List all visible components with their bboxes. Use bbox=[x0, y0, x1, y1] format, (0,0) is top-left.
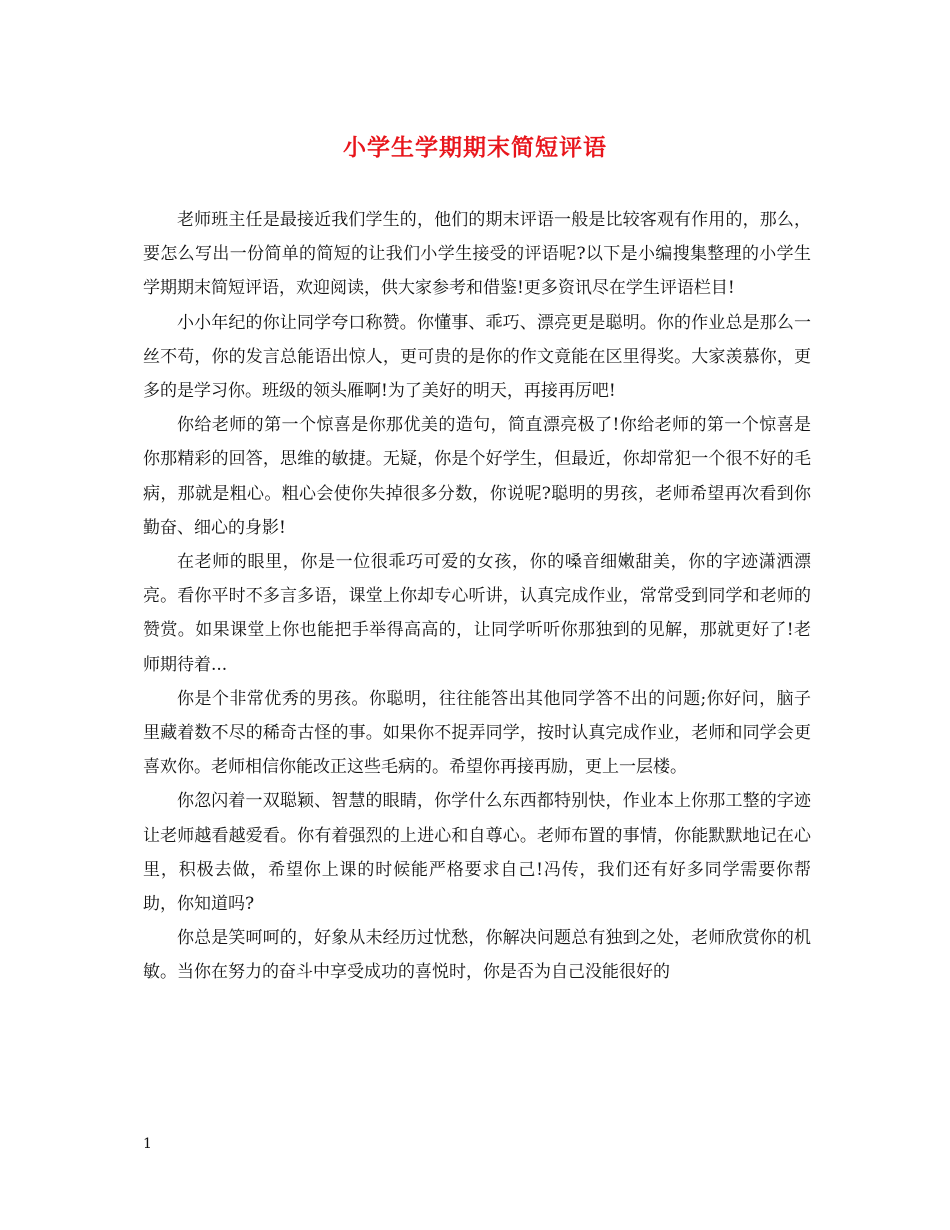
document-body bbox=[143, 203, 811, 990]
paragraph-comment-6: 你总是笑呵呵的，好象从未经历过忧愁，你解决问题总有独到之处，老师欣赏你的机敏。当你在努力的奋斗中享受成功的喜悦时，你是否为自己没能很好的 bbox=[143, 928, 811, 983]
paragraph-comment-4: 你是个非常优秀的男孩。你聪明，往往能答出其他同学答不出的问题;你好问，脑子里藏着数不尽的稀奇古怪的事。如果你不捉弄同学，按时认真完成作业，老师和同学会更喜欢你。老师相信你能改正这些毛病的。希望你再接再励，更上一层楼。 bbox=[143, 688, 811, 778]
paragraph-comment-2: 你给老师的第一个惊喜是你那优美的造句，简直漂亮极了!你给老师的第一个惊喜是你那精彩的回答，思维的敏捷。无疑，你是个好学生，但最近，你却常犯一个很不好的毛病，那就是粗心。粗心会使你失掉很多分数，你说呢?聪明的男孩，老师希望再次看到你勤奋、细心的身影! bbox=[143, 415, 811, 538]
paragraph-comment-1: 小小年纪的你让同学夸口称赞。你懂事、乖巧、漂亮更是聪明。你的作业总是那么一丝不苟，你的发言总能语出惊人，更可贵的是你的作文竟能在区里得奖。大家羡慕你，更多的是学习你。班级的领头雁啊!为了美好的明天，再接再厉吧! bbox=[143, 312, 811, 402]
document-title: 小学生学期期末简短评语 bbox=[343, 134, 607, 161]
page-number: 1 bbox=[143, 1136, 152, 1152]
paragraph-comment-3: 在老师的眼里，你是一位很乖巧可爱的女孩，你的嗓音细嫩甜美，你的字迹潇洒漂亮。看你平时不多言多语，课堂上你却专心听讲，认真完成作业，常常受到同学和老师的赞赏。如果课堂上你也能把手举得高高的，让同学听听你那独到的见解，那就更好了!老师期待着... bbox=[143, 552, 811, 675]
paragraph-intro: 老师班主任是最接近我们学生的，他们的期末评语一般是比较客观有作用的，那么，要怎么写出一份简单的简短的让我们小学生接受的评语呢?以下是小编搜集整理的小学生学期期末简短评语，欢迎阅读，供大家参考和借鉴!更多资讯尽在学生评语栏目! bbox=[143, 210, 811, 299]
paragraph-comment-5: 你忽闪着一双聪颖、智慧的眼睛，你学什么东西都特别快，作业本上你那工整的字迹让老师越看越爱看。你有着强烈的上进心和自尊心。老师布置的事情，你能默默地记在心里，积极去做，希望你上课的时候能严格要求自己!冯传，我们还有好多同学需要你帮助，你知道吗? bbox=[143, 791, 811, 915]
